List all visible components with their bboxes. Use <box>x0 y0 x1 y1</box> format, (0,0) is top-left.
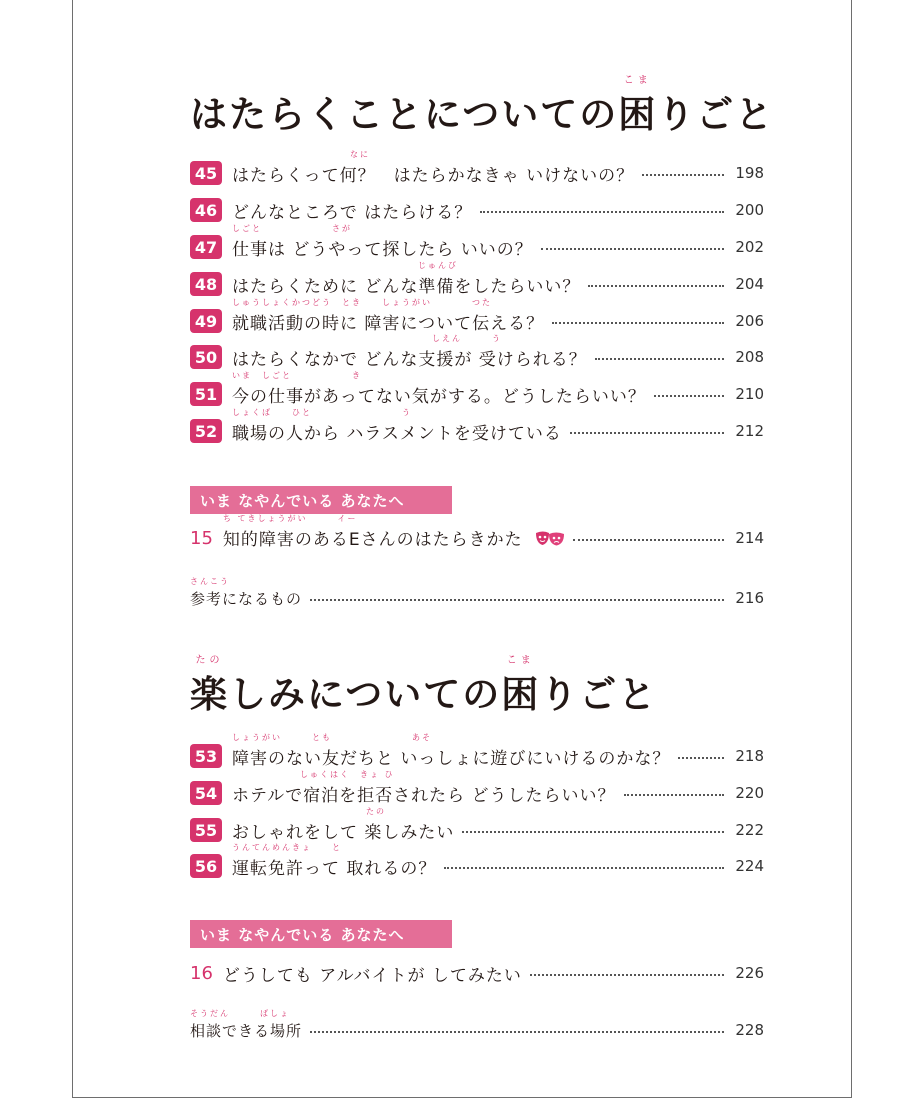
dot-leader <box>624 794 724 796</box>
section-title-work: はたらくことについての こま 困りごと <box>190 75 775 136</box>
dot-leader <box>462 831 724 833</box>
entry-title: うんてんめんきょ と 運転免許って 取れるの？ <box>232 842 437 879</box>
entry-number-badge: 47 <box>190 235 222 259</box>
dot-leader <box>573 539 724 541</box>
entry-number-badge: 46 <box>190 198 222 222</box>
dot-leader <box>552 322 724 324</box>
entry-page-number: 218 <box>735 747 764 765</box>
toc-entry[interactable] <box>190 806 764 843</box>
dot-leader <box>654 395 724 397</box>
extra-entry[interactable] <box>190 1008 764 1043</box>
toc-entry[interactable] <box>190 149 764 186</box>
entry-ruby: なに <box>350 149 370 159</box>
story-number: 15 <box>190 527 213 549</box>
dot-leader <box>310 599 724 601</box>
entry-page-number: 200 <box>735 201 764 219</box>
story-entry[interactable] <box>190 960 764 986</box>
toc-entry[interactable] <box>190 333 764 370</box>
entry-number-badge: 54 <box>190 781 222 805</box>
extra-entry[interactable] <box>190 576 764 611</box>
dot-leader <box>678 757 724 759</box>
entry-ruby: しえん う <box>432 333 502 343</box>
entry-ruby: しゅくはく きょ ひ <box>300 769 395 779</box>
section-band-label: いま なやんでいる あなたへ <box>190 920 452 948</box>
theater-masks-icon <box>535 530 565 551</box>
entry-number-badge: 49 <box>190 309 222 333</box>
toc-entry[interactable] <box>190 407 764 444</box>
entry-number-badge: 50 <box>190 345 222 369</box>
entry-page-number: 216 <box>735 589 764 607</box>
entry-ruby: じゅんび <box>418 260 458 270</box>
entry-page-number: 220 <box>735 784 764 802</box>
entry-title: しゅうしょくかつどう とき しょうがい つた 就職活動の時に 障害について伝える？ <box>232 297 545 334</box>
entry-title: しょうがい とも あそ 障害のない友だちと いっしょに遊びにいけるのかな？ <box>232 732 671 769</box>
dot-leader <box>444 867 724 869</box>
entry-number-badge: 53 <box>190 744 222 768</box>
dot-leader <box>480 211 724 213</box>
entry-title: どんなところで はたらける？ <box>232 202 473 223</box>
entry-title: しごと さが 仕事は どうやって探したら いいの？ <box>232 223 533 260</box>
entry-page-number: 202 <box>735 238 764 256</box>
entry-number-badge: 48 <box>190 272 222 296</box>
entry-title: なに はたらくって何？ はたらかなきゃ いけないの？ <box>232 149 635 186</box>
entry-title: しゅくはく きょ ひ ホテルで宿泊を拒否されたら どうしたらいい？ <box>232 769 616 806</box>
story-title: ち てきしょうがい イー 知的障害のあるEさんのはたらきかた <box>223 525 565 551</box>
dot-leader <box>570 432 724 434</box>
toc-entry[interactable] <box>190 370 764 407</box>
entry-title: じゅんび はたらくために どんな準備をしたらいい？ <box>232 260 581 297</box>
section-band-label: いま なやんでいる あなたへ <box>190 486 452 514</box>
entry-ruby: たの <box>366 806 386 816</box>
toc-entry[interactable] <box>190 769 764 806</box>
entry-page-number: 198 <box>735 164 764 182</box>
entry-page-number: 224 <box>735 857 764 875</box>
entry-number-badge: 51 <box>190 382 222 406</box>
entry-number-badge: 52 <box>190 419 222 443</box>
entry-number-badge: 56 <box>190 854 222 878</box>
entry-page-number: 210 <box>735 385 764 403</box>
toc-entry[interactable] <box>190 260 764 297</box>
entry-page-number: 204 <box>735 275 764 293</box>
toc-entry[interactable] <box>190 197 764 223</box>
entry-ruby: しゅうしょくかつどう とき しょうがい つた <box>232 297 492 307</box>
toc-entry[interactable] <box>190 297 764 334</box>
entry-page-number: 208 <box>735 348 764 366</box>
entry-number-badge: 45 <box>190 161 222 185</box>
entry-page-number: 226 <box>735 964 764 982</box>
entry-page-number: 228 <box>735 1021 764 1039</box>
entry-ruby: さんこう <box>190 576 230 586</box>
entry-ruby: うんてんめんきょ と <box>232 842 342 852</box>
entry-page-number: 214 <box>735 529 764 547</box>
dot-leader <box>595 358 724 360</box>
entry-title: しえん う はたらくなかで どんな支援が 受けられる？ <box>232 333 587 370</box>
dot-leader <box>530 974 724 976</box>
entry-page-number: 206 <box>735 312 764 330</box>
story-number: 16 <box>190 962 213 984</box>
entry-title: たの おしゃれをして 楽しみたい <box>232 806 455 843</box>
entry-ruby: しょうがい とも あそ <box>232 732 432 742</box>
entry-title: しょくば ひと う 職場の人から ハラスメントを受けている <box>232 407 562 444</box>
entry-ruby: そうだん ばしょ <box>190 1008 290 1018</box>
dot-leader <box>588 285 724 287</box>
section-title-fun: たの 楽しみについての こま 困りごと <box>190 655 658 716</box>
extra-title: そうだん ばしょ 相談できる場所 <box>190 1008 303 1040</box>
entry-title: いま しごと き 今の仕事があってない気がする。どうしたらいい？ <box>232 370 646 407</box>
entry-number-badge: 55 <box>190 818 222 842</box>
dot-leader <box>642 174 724 176</box>
dot-leader <box>310 1031 724 1033</box>
story-entry[interactable] <box>190 514 764 551</box>
toc-entry[interactable] <box>190 223 764 260</box>
entry-ruby: いま しごと き <box>232 370 362 380</box>
entry-ruby: しょくば ひと う <box>232 407 412 417</box>
dot-leader <box>541 248 724 250</box>
toc-entry[interactable] <box>190 732 764 769</box>
entry-page-number: 212 <box>735 422 764 440</box>
entry-page-number: 222 <box>735 821 764 839</box>
entry-ruby: しごと さが <box>232 223 352 233</box>
extra-title: さんこう 参考になるもの <box>190 576 303 608</box>
story-title: どうしても アルバイトが してみたい <box>222 965 522 986</box>
toc-entry[interactable] <box>190 842 764 879</box>
entry-ruby: ち てきしょうがい イー <box>222 514 358 524</box>
